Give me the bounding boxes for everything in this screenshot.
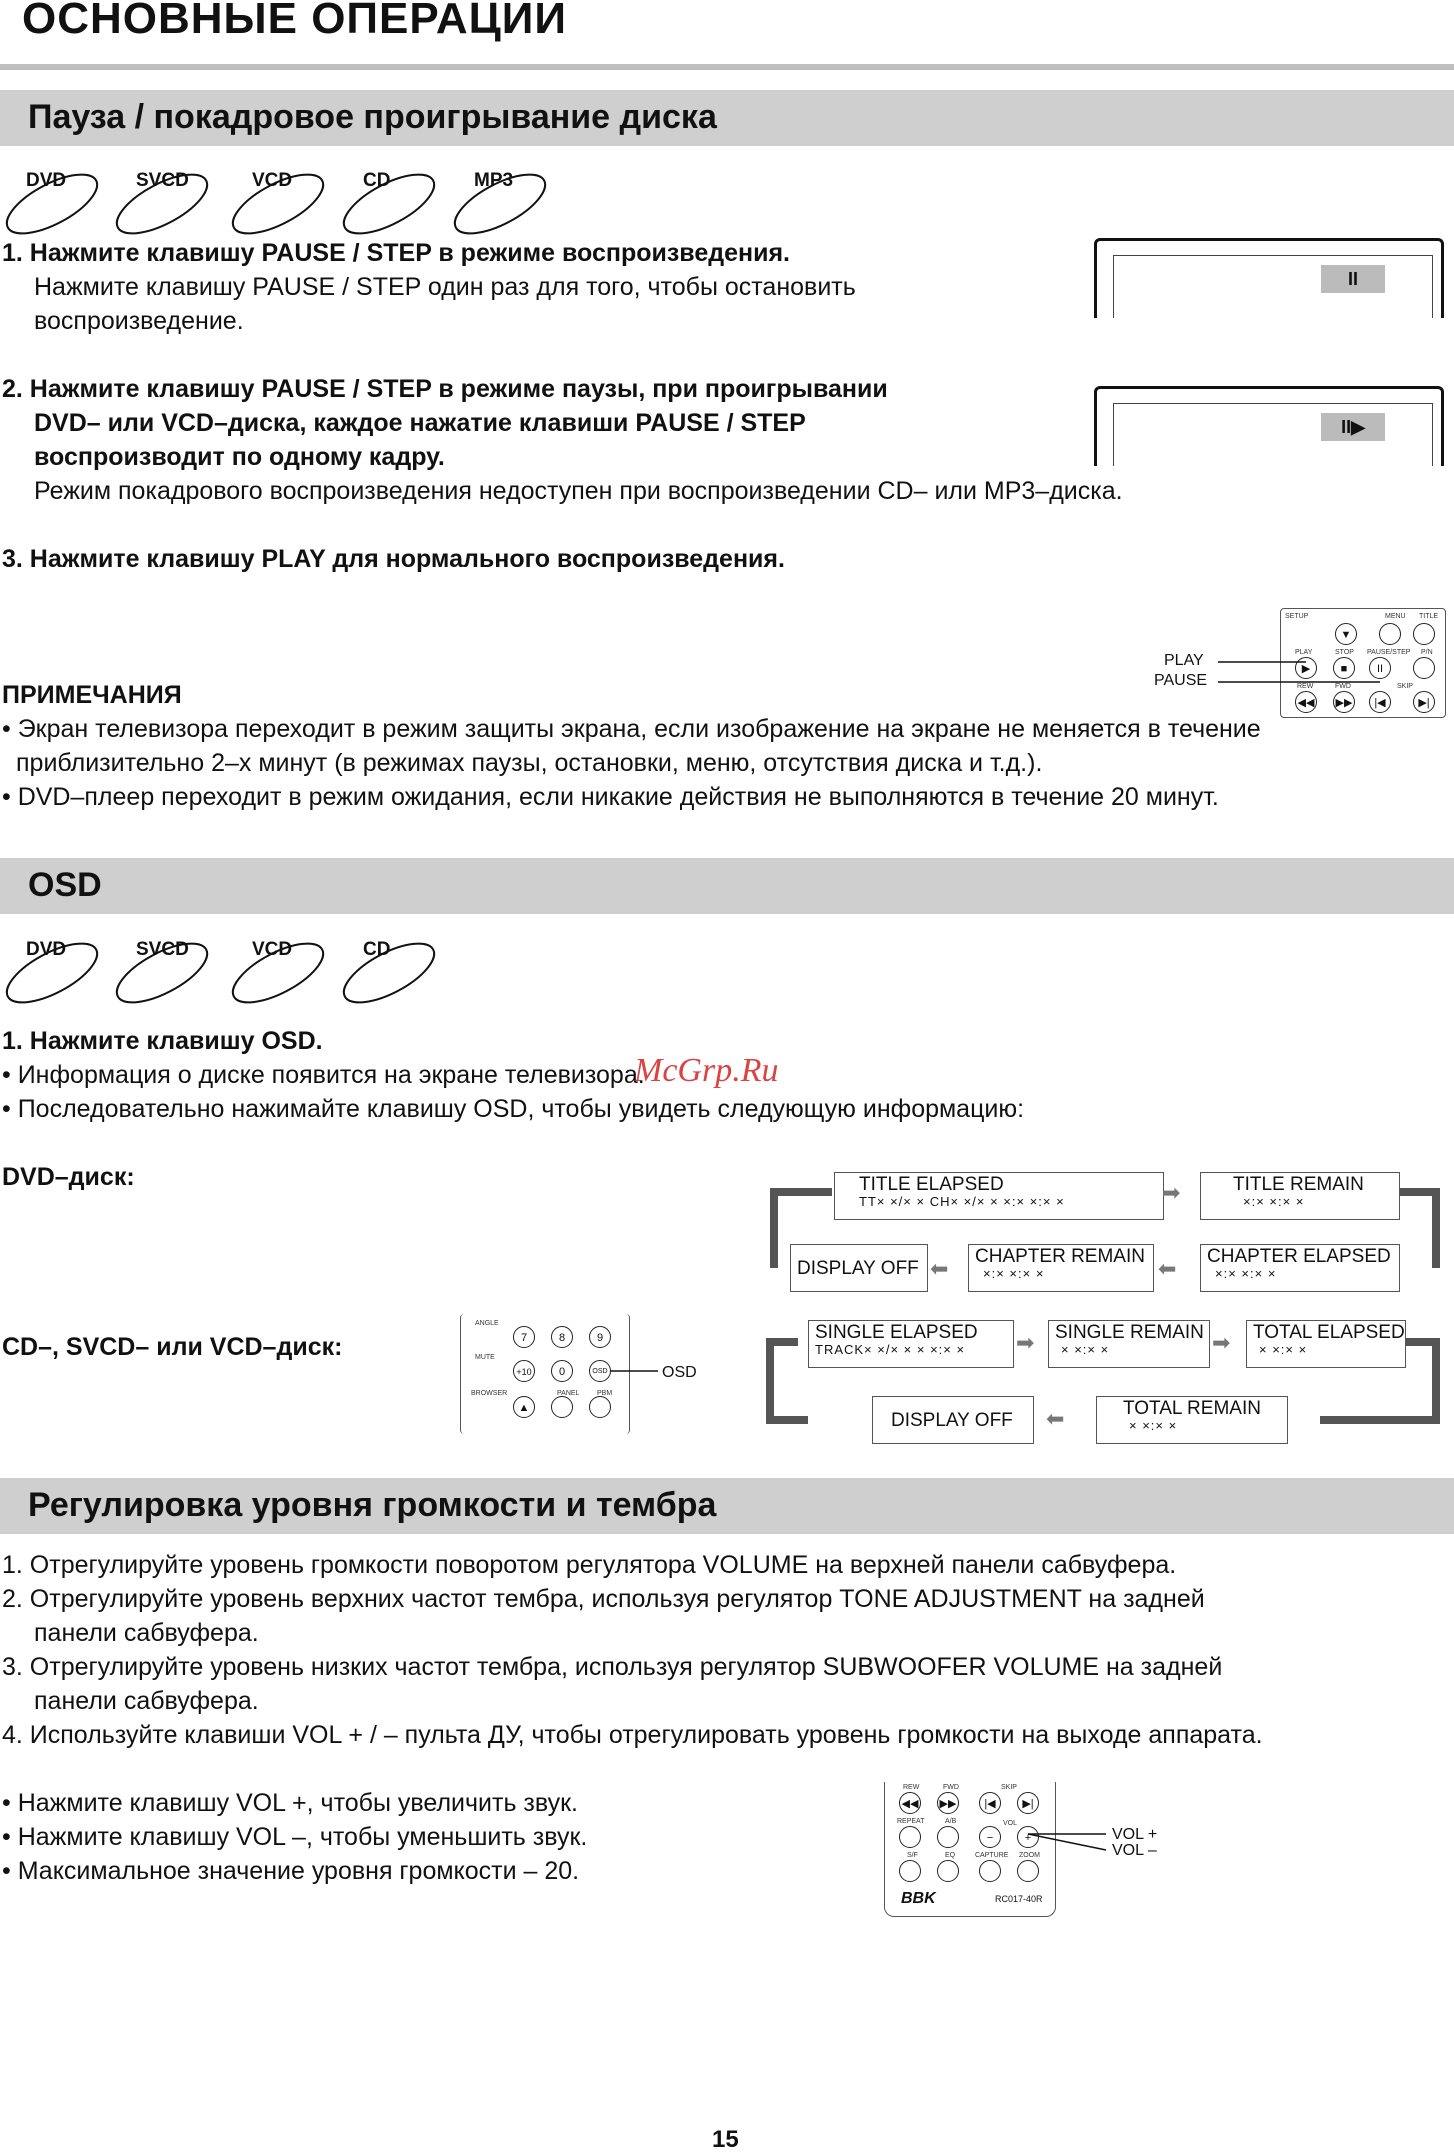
note1-line1: • Экран телевизора переходит в режим защиты экрана, если изображение на экране не меняется в течение [2,715,1261,743]
vol-minus-icon: − [979,1826,1001,1848]
arrow-left-icon: ⬅ [1046,1406,1065,1431]
vol-plus-icon: + [1017,1826,1039,1848]
osd-bullet2: • Последовательно нажимайте клавишу OSD, чтобы увидеть следующую информацию: [2,1095,1025,1123]
osd-callout-line [610,1366,660,1376]
volume-item3-line2: панели сабвуфера. [34,1687,259,1715]
notes-title: ПРИМЕЧАНИЯ [2,681,182,709]
volume-item3-line1: 3. Отрегулируйте уровень низких частот тембра, используя регулятор SUBWOOFER VOLUME на задней [2,1653,1223,1681]
down-icon: ▼ [1335,623,1357,645]
volume-item4: 4. Используйте клавиши VOL + / – пульта ДУ, чтобы отрегулировать уровень громкости на выходе аппарата. [2,1721,1263,1749]
disc-icon: DVD [0,166,110,246]
volume-item1: 1. Отрегулируйте уровень громкости поворотом регулятора VOLUME на верхней панели сабвуфера. [2,1551,1177,1579]
osd-box-single-elapsed: SINGLE ELAPSED TRACK× ×/× × × ×:× × [808,1320,1014,1368]
ab-button-icon [937,1826,959,1848]
disc-icon: DVD [0,935,110,1015]
skip-forward-icon: ▶| [1017,1792,1039,1814]
skip-forward-icon: ▶| [1413,691,1435,713]
pause-step2-line1: 2. Нажмите клавишу PAUSE / STEP в режиме паузы, при проигрывании [2,375,888,403]
volume-item2-line2: панели сабвуфера. [34,1619,259,1647]
menu-icon [1379,623,1401,645]
osd-box-display-off-cd: DISPLAY OFF [872,1396,1034,1444]
remote-keypad-fragment: ANGLE 7 8 9 MUTE +10 0 OSD BROWSER PANEL PBM ▲ [460,1314,630,1434]
callout-vol-minus: VOL – [1112,1842,1157,1859]
section-header-pause [0,90,1454,146]
key-9: 9 [589,1326,611,1348]
play-icon: ▶ [1295,657,1317,679]
callout-lines [1210,652,1390,692]
watermark: McGrp.Ru [634,1052,779,1089]
pause-step1-line1: Нажмите клавишу PAUSE / STEP один раз для того, чтобы остановить [34,273,856,301]
page-title: ОСНОВНЫЕ ОПЕРАЦИИ [22,0,568,43]
pbm-icon [589,1396,611,1418]
title-icon [1413,623,1435,645]
arrow-right-icon: ➡ [1016,1330,1035,1355]
pause-step3: 3. Нажмите клавишу PLAY для нормального воспроизведения. [2,545,785,573]
note2: • DVD–плеер переходит в режим ожидания, если никакие действия не выполняются в течение 20 минут. [2,783,1219,811]
note1-line2: приблизительно 2–х минут (в режимах паузы, остановки, меню, отсутствия диска и т.д.). [16,749,1043,777]
rewind-icon: ◀◀ [1295,691,1317,713]
osd-box-total-remain: TOTAL REMAIN × ×:× × [1096,1396,1288,1444]
arrow-left-icon: ⬅ [1158,1256,1177,1281]
pn-icon [1413,657,1435,679]
volume-bullet3: • Максимальное значение уровня громкости – 20. [2,1857,580,1885]
section-title: Пауза / покадровое проигрывание диска [28,98,717,136]
up-icon: ▲ [513,1396,535,1418]
callout-play: PLAY [1164,652,1204,669]
pause-step2-line3: воспроизводит по одному кадру. [34,443,445,471]
section-header-osd [0,858,1454,914]
dvd-disc-label: DVD–диск: [2,1163,135,1191]
disc-icon: SVCD [110,166,220,246]
sf-button-icon [899,1860,921,1882]
title-rule [0,64,1454,70]
stop-icon: ■ [1333,657,1355,679]
step-icon: II▶ [1321,413,1385,441]
repeat-button-icon [899,1826,921,1848]
osd-box-title-remain: TITLE REMAIN ×:× ×:× × [1200,1172,1400,1220]
rewind-icon: ◀◀ [899,1792,921,1814]
arrow-right-icon: ➡ [1162,1180,1181,1205]
panel-icon [551,1396,573,1418]
disc-icon: VCD [226,166,336,246]
key-plus10: +10 [513,1360,535,1382]
fast-forward-icon: ▶▶ [1333,691,1355,713]
remote-volume-fragment: REW FWD SKIP ◀◀ ▶▶ |◀ ▶| REPEAT A/B VOL − + S/F EQ CAPTURE ZOOM BBK RC017-40R [884,1782,1056,1917]
tv-screen-step [1094,386,1444,466]
osd-box-chapter-elapsed: CHAPTER ELAPSED ×:× ×:× × [1200,1244,1400,1292]
remote-control-fragment: SETUP MENU TITLE ▼ PLAY STOP PAUSE/STEP P/N ▶ ■ II REW FWD SKIP ◀◀ ▶▶ |◀ ▶| [1280,608,1446,718]
disc-icon: MP3 [448,166,558,246]
osd-box-display-off: DISPLAY OFF [790,1244,928,1292]
callout-osd: OSD [662,1364,697,1381]
eq-button-icon [937,1860,959,1882]
osd-box-single-remain: SINGLE REMAIN × ×:× × [1048,1320,1210,1368]
pause-step2-line2: DVD– или VCD–диска, каждое нажатие клавиши PAUSE / STEP [34,409,806,437]
capture-button-icon [979,1860,1001,1882]
volume-bullet2: • Нажмите клавишу VOL –, чтобы уменьшить звук. [2,1823,588,1851]
callout-pause: PAUSE [1154,672,1208,689]
key-0: 0 [551,1360,573,1382]
osd-step1: 1. Нажмите клавишу OSD. [2,1027,323,1055]
disc-icon: SVCD [110,935,220,1015]
disc-icon: VCD [226,935,336,1015]
zoom-button-icon [1017,1860,1039,1882]
volume-bullet1: • Нажмите клавишу VOL +, чтобы увеличить звук. [2,1789,578,1817]
volume-callout-lines [1028,1824,1108,1854]
skip-back-icon: |◀ [1369,691,1391,713]
osd-bullet1: • Информация о диске появится на экране телевизора. [2,1061,645,1089]
brand-logo: BBK [901,1890,936,1907]
model-label: RC017-40R [995,1894,1043,1904]
skip-back-icon: |◀ [979,1792,1001,1814]
pause-step1-heading: 1. Нажмите клавишу PAUSE / STEP в режиме воспроизведения. [2,239,791,267]
osd-box-chapter-remain: CHAPTER REMAIN ×:× ×:× × [968,1244,1154,1292]
section-header-volume [0,1478,1454,1534]
section-title: Регулировка уровня громкости и тембра [28,1486,717,1524]
osd-button: OSD [589,1360,611,1382]
pause-step1-line2: воспроизведение. [34,307,244,335]
pause-icon: II [1369,657,1391,679]
pause-icon: II [1321,265,1385,293]
osd-box-title-elapsed: TITLE ELAPSED TT× ×/× × CH× ×/× × ×:× ×:× × [834,1172,1164,1220]
callout-vol-plus: VOL + [1112,1826,1158,1843]
key-8: 8 [551,1326,573,1348]
osd-box-total-elapsed: TOTAL ELAPSED × ×:× × [1246,1320,1406,1368]
fast-forward-icon: ▶▶ [937,1792,959,1814]
key-7: 7 [513,1326,535,1348]
arrow-left-icon: ⬅ [930,1256,949,1281]
page-number: 15 [712,2126,739,2153]
volume-item2-line1: 2. Отрегулируйте уровень верхних частот тембра, используя регулятор TONE ADJUSTMENT на задней [2,1585,1205,1613]
tv-screen-pause [1094,238,1444,318]
arrow-right-icon: ➡ [1212,1330,1231,1355]
cd-disc-label: CD–, SVCD– или VCD–диск: [2,1333,343,1361]
pause-step2-note: Режим покадрового воспроизведения недоступен при воспроизведении CD– или MP3–диска. [34,477,1123,505]
disc-icon: CD [337,166,447,246]
disc-icon: CD [337,935,447,1015]
section-title: OSD [28,866,102,904]
